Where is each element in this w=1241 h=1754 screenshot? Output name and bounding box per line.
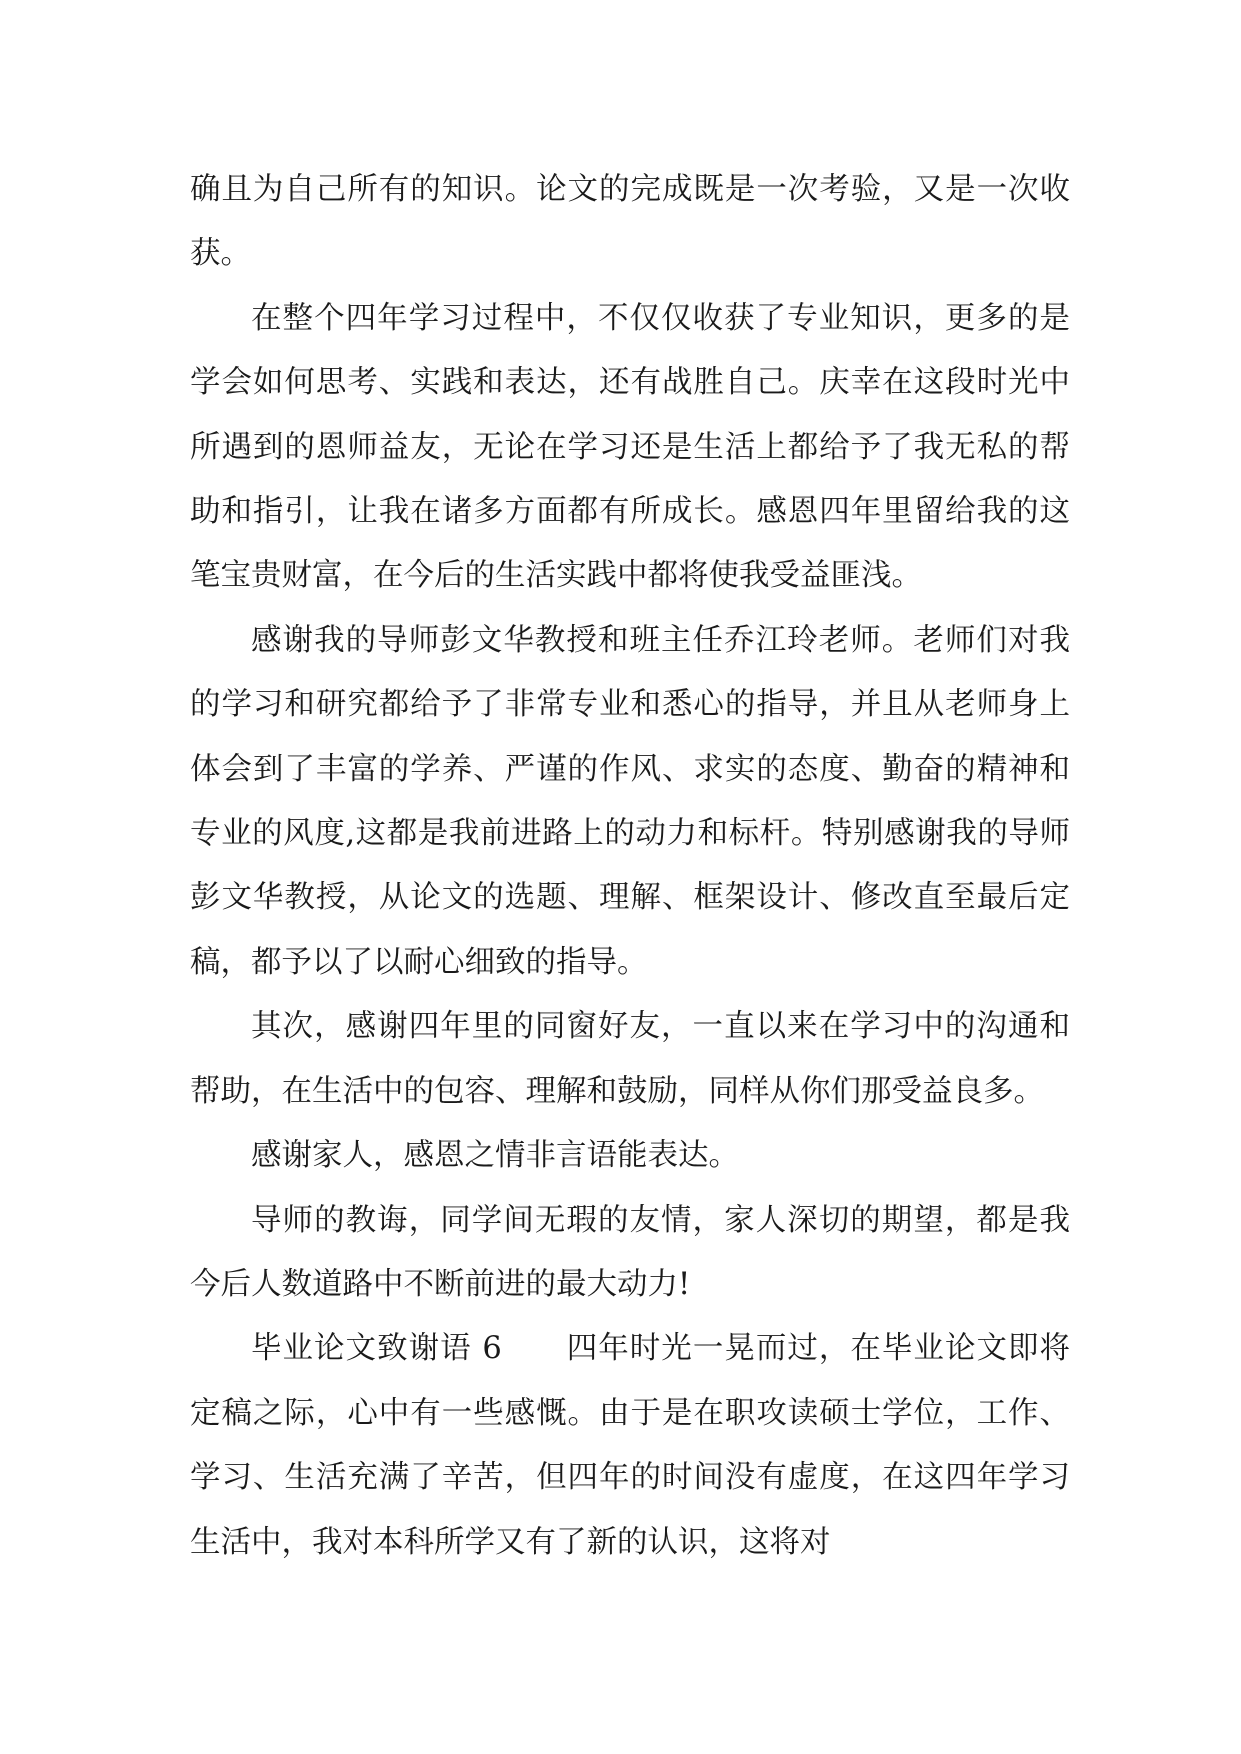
- paragraph-continuation: 确且为自己所有的知识。论文的完成既是一次考验，又是一次收获。: [190, 172, 1070, 272]
- paragraph-thanks-advisor: 感谢我的导师彭文华教授和班主任乔江玲老师。老师们对我的学习和研究都给予了非常专业和悉心的指导，并且从老师身上体会到了丰富的学养、严谨的作风、求实的态度、勤奋的精神和专业的风度,这都是我前进路上的动力和标杆。特别感谢我的导师彭文华教授，从论文的选题、理解、框架设计、修改直至最后定稿，都予以了以耐心细致的指导。: [190, 622, 1070, 980]
- section-paragraph: [190, 1317, 1070, 1575]
- paragraph-motivation: 导师的教诲，同学间无瑕的友情，家人深切的期望，都是我今后人数道路中不断前进的最大动力!: [190, 1202, 1070, 1302]
- paragraph-thanks-family: 感谢家人，感恩之情非言语能表达。: [251, 1138, 739, 1174]
- section-text: 四年时光一晃而过，在毕业论文即将定稿之际，心中有一些感慨。由于是在职攻读硕士学位，工作、学习、生活充满了辛苦，但四年的时间没有虚度，在这四年学习生活中，我对本科所学又有了新的认识，这将对: [190, 1331, 1070, 1560]
- paragraph-thanks-classmates: 其次，感谢四年里的同窗好友，一直以来在学习中的沟通和帮助，在生活中的包容、理解和鼓励，同样从你们那受益良多。: [190, 1009, 1070, 1109]
- paragraph-four-years: 在整个四年学习过程中，不仅仅收获了专业知识，更多的是学会如何思考、实践和表达，还有战胜自己。庆幸在这段时光中所遇到的恩师益友，无论在学习还是生活上都给予了我无私的帮助和指引，让我在诸多方面都有所成长。感恩四年里留给我的这笔宝贵财富，在今后的生活实践中都将使我受益匪浅。: [190, 300, 1070, 594]
- section-heading: 毕业论文致谢语 6: [251, 1331, 502, 1367]
- document-body: [190, 158, 1070, 1575]
